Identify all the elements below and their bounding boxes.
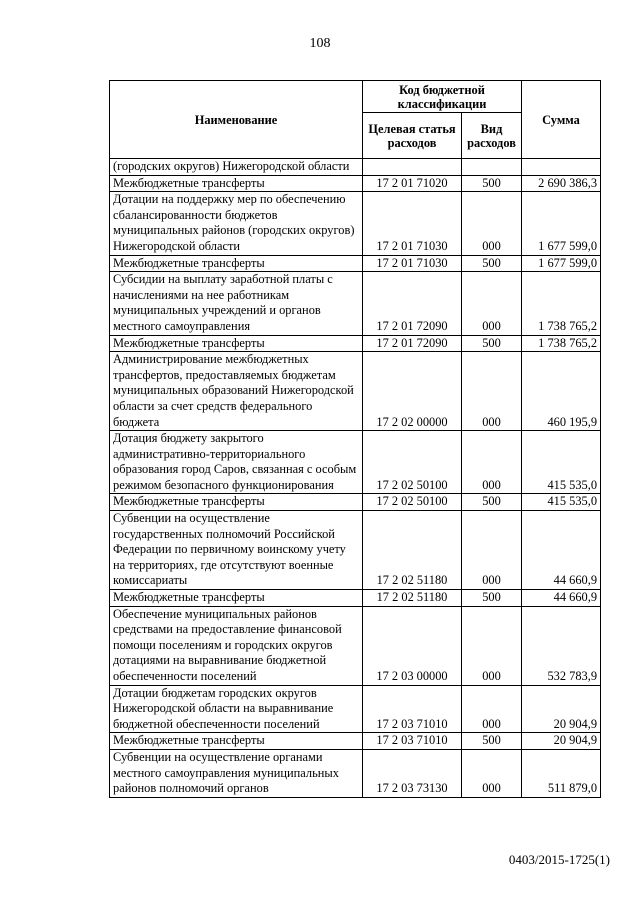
cell-code: 17 2 03 71010 bbox=[363, 685, 462, 733]
table-row bbox=[110, 494, 601, 511]
table-row bbox=[110, 511, 601, 590]
page-number: 108 bbox=[309, 36, 331, 51]
cell-type: 500 bbox=[462, 175, 522, 192]
cell-sum: 1 677 599,0 bbox=[522, 192, 601, 255]
cell-name: (городских округов) Нижегородской области bbox=[110, 159, 363, 176]
cell-code: 17 2 03 00000 bbox=[363, 606, 462, 685]
cell-sum: 415 535,0 bbox=[522, 494, 601, 511]
cell-code: 17 2 01 72090 bbox=[363, 272, 462, 335]
cell-type: 000 bbox=[462, 431, 522, 494]
table-row bbox=[110, 431, 601, 494]
cell-type: 500 bbox=[462, 590, 522, 607]
header-type: Вид расходов bbox=[462, 113, 522, 159]
cell-sum: 1 738 765,2 bbox=[522, 335, 601, 352]
cell-name: Дотация бюджету закрытого административно-территориального образования город Саров, связанная с особым режимом безопасного функционирования bbox=[110, 431, 363, 494]
cell-type: 000 bbox=[462, 606, 522, 685]
table-row bbox=[110, 733, 601, 750]
header-sum: Сумма bbox=[522, 81, 601, 159]
cell-type: 000 bbox=[462, 749, 522, 797]
cell-code: 17 2 02 51180 bbox=[363, 511, 462, 590]
cell-type: 000 bbox=[462, 192, 522, 255]
cell-type: 000 bbox=[462, 352, 522, 431]
cell-sum: 532 783,9 bbox=[522, 606, 601, 685]
table-row bbox=[110, 175, 601, 192]
cell-sum: 20 904,9 bbox=[522, 733, 601, 750]
header-name: Наименование bbox=[110, 81, 363, 159]
table-row bbox=[110, 606, 601, 685]
cell-name: Субвенции на осуществление государственных полномочий Российской Федерации по первичному воинскому учету на территориях, где отсутствуют военные комиссариаты bbox=[110, 511, 363, 590]
table-row bbox=[110, 192, 601, 255]
cell-sum bbox=[522, 159, 601, 176]
cell-code bbox=[363, 159, 462, 176]
cell-sum: 20 904,9 bbox=[522, 685, 601, 733]
cell-name: Субсидии на выплату заработной платы с начислениями на нее работникам муниципальных учреждений и органов местного самоуправления bbox=[110, 272, 363, 335]
header-row bbox=[110, 81, 601, 113]
table-row bbox=[110, 255, 601, 272]
cell-name: Субвенции на осуществление органами местного самоуправления муниципальных районов полномочий органов bbox=[110, 749, 363, 797]
cell-name: Межбюджетные трансферты bbox=[110, 175, 363, 192]
cell-sum: 460 195,9 bbox=[522, 352, 601, 431]
table-row bbox=[110, 749, 601, 797]
cell-code: 17 2 02 00000 bbox=[363, 352, 462, 431]
cell-name: Дотации бюджетам городских округов Нижегородской области на выравнивание бюджетной обеспеченности поселений bbox=[110, 685, 363, 733]
table-body bbox=[110, 159, 601, 798]
table-row bbox=[110, 335, 601, 352]
cell-type bbox=[462, 159, 522, 176]
cell-code: 17 2 03 71010 bbox=[363, 733, 462, 750]
table-row bbox=[110, 272, 601, 335]
table-row bbox=[110, 352, 601, 431]
table-row bbox=[110, 159, 601, 176]
cell-name: Межбюджетные трансферты bbox=[110, 335, 363, 352]
cell-sum: 1 677 599,0 bbox=[522, 255, 601, 272]
cell-sum: 1 738 765,2 bbox=[522, 272, 601, 335]
cell-type: 000 bbox=[462, 685, 522, 733]
cell-code: 17 2 01 71030 bbox=[363, 255, 462, 272]
cell-code: 17 2 02 50100 bbox=[363, 494, 462, 511]
cell-type: 000 bbox=[462, 511, 522, 590]
table-row bbox=[110, 590, 601, 607]
cell-type: 500 bbox=[462, 255, 522, 272]
cell-type: 500 bbox=[462, 335, 522, 352]
cell-type: 500 bbox=[462, 494, 522, 511]
cell-type: 500 bbox=[462, 733, 522, 750]
cell-name: Межбюджетные трансферты bbox=[110, 590, 363, 607]
cell-code: 17 2 01 71020 bbox=[363, 175, 462, 192]
cell-code: 17 2 01 72090 bbox=[363, 335, 462, 352]
cell-sum: 415 535,0 bbox=[522, 431, 601, 494]
cell-code: 17 2 02 50100 bbox=[363, 431, 462, 494]
table-row bbox=[110, 685, 601, 733]
cell-sum: 44 660,9 bbox=[522, 590, 601, 607]
cell-name: Обеспечение муниципальных районов средствами на предоставление финансовой помощи поселениям и городских округов дотациями на выравнивание бюджетной обеспеченности поселений bbox=[110, 606, 363, 685]
cell-code: 17 2 02 51180 bbox=[363, 590, 462, 607]
cell-name: Межбюджетные трансферты bbox=[110, 494, 363, 511]
header-target: Целевая статья расходов bbox=[363, 113, 462, 159]
cell-type: 000 bbox=[462, 272, 522, 335]
cell-name: Межбюджетные трансферты bbox=[110, 255, 363, 272]
budget-table bbox=[109, 80, 601, 798]
cell-name: Межбюджетные трансферты bbox=[110, 733, 363, 750]
cell-code: 17 2 01 71030 bbox=[363, 192, 462, 255]
cell-code: 17 2 03 73130 bbox=[363, 749, 462, 797]
cell-sum: 511 879,0 bbox=[522, 749, 601, 797]
header-code-group: Код бюджетной классификации bbox=[363, 81, 522, 113]
cell-sum: 44 660,9 bbox=[522, 511, 601, 590]
cell-sum: 2 690 386,3 bbox=[522, 175, 601, 192]
document-code: 0403/2015-1725(1) bbox=[508, 852, 610, 867]
cell-name: Администрирование межбюджетных трансфертов, предоставляемых бюджетам муниципальных образований Нижегородской области за счет средств федерального бюджета bbox=[110, 352, 363, 431]
cell-name: Дотации на поддержку мер по обеспечению сбалансированности бюджетов муниципальных районов (городских округов) Нижегородской области bbox=[110, 192, 363, 255]
